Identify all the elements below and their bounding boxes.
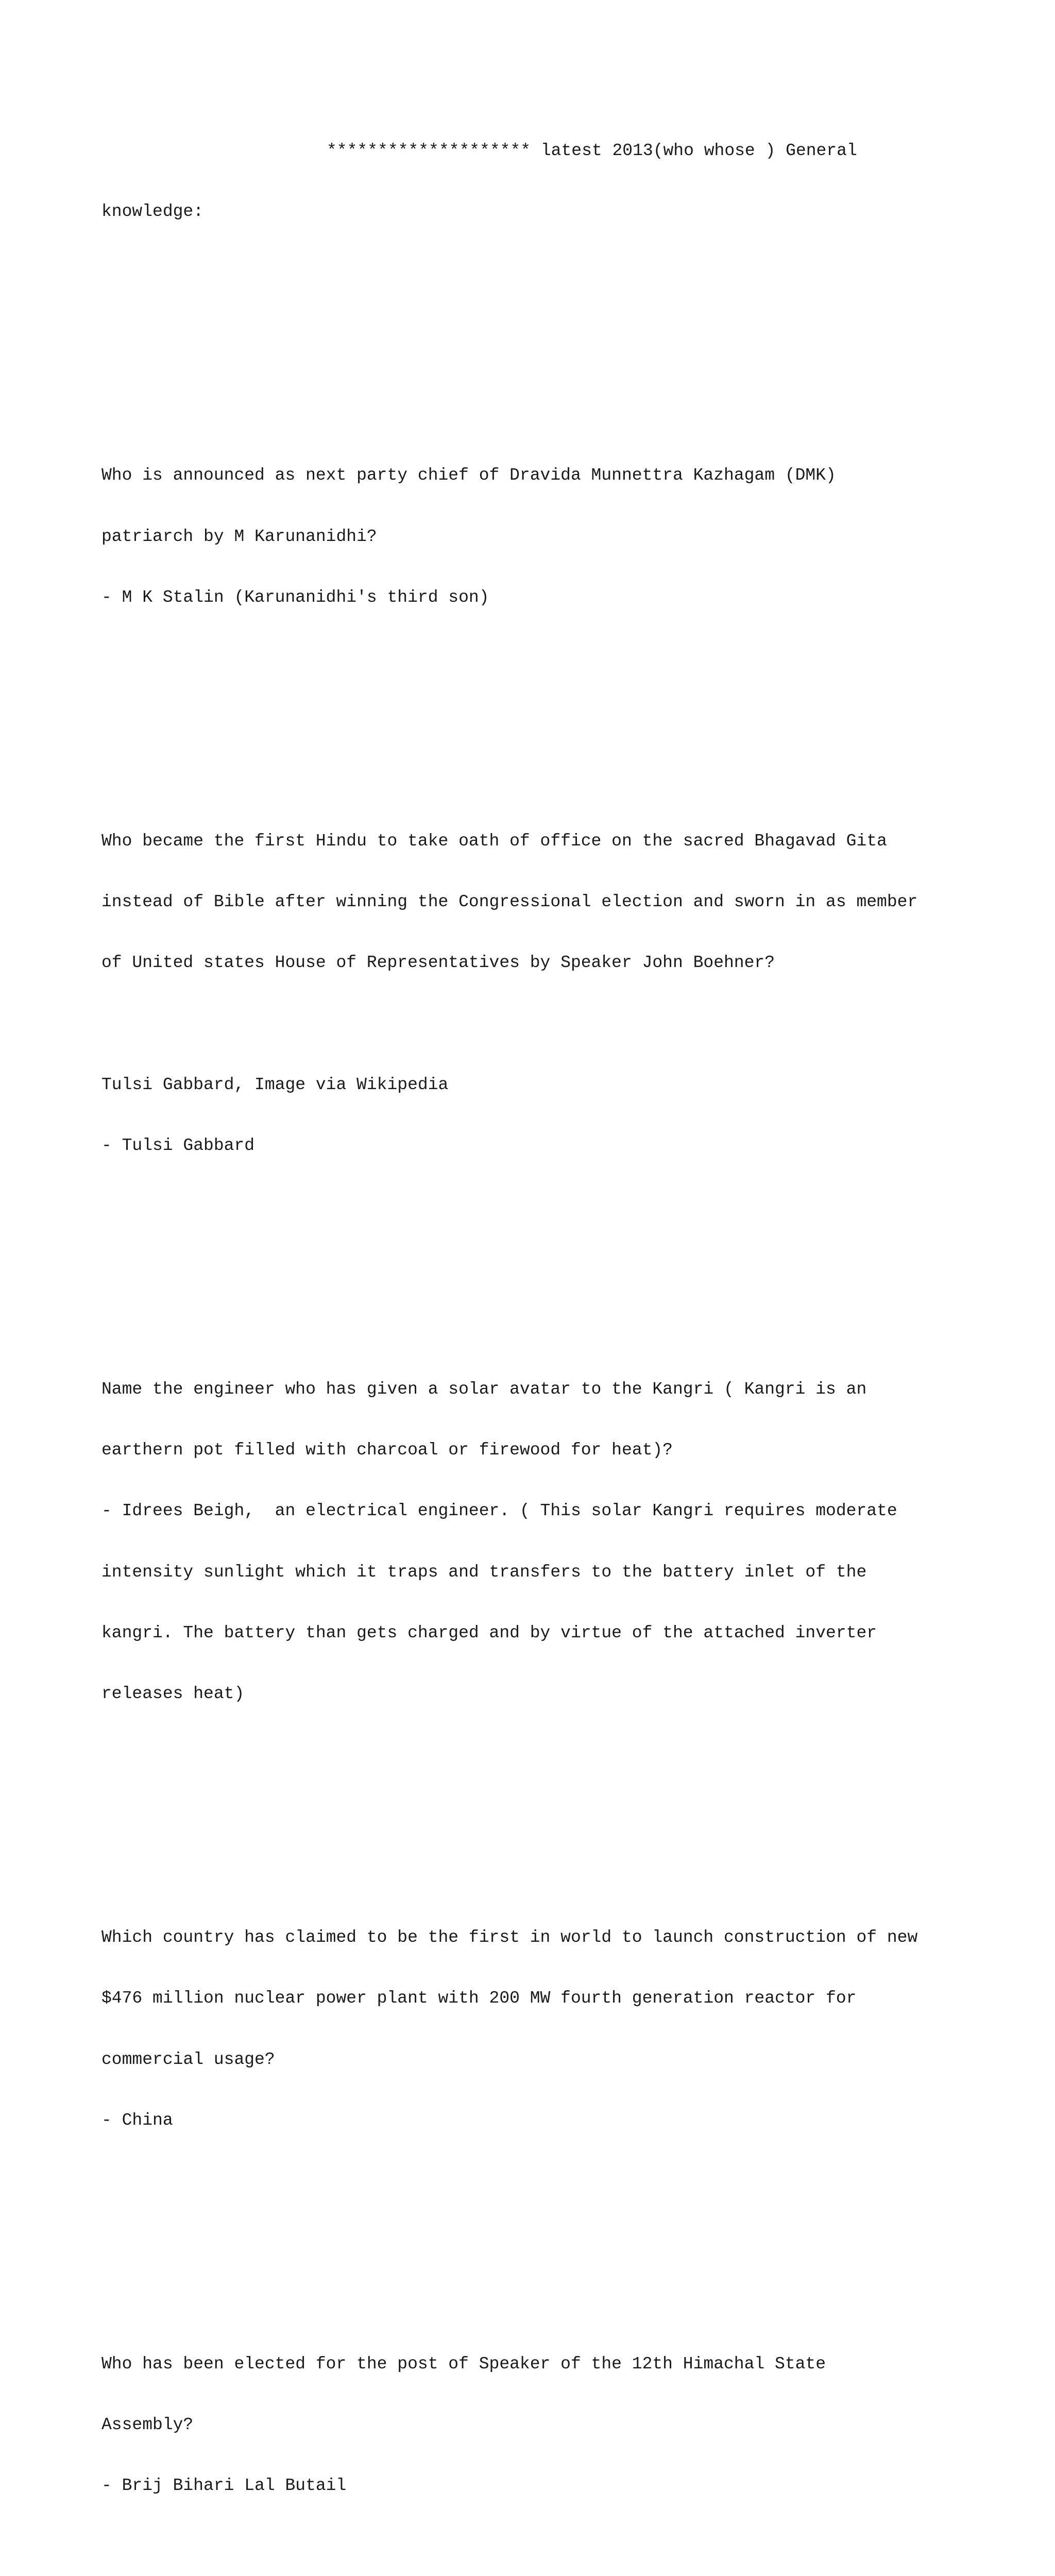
question-line: earthern pot filled with charcoal or firewood for heat)? [101, 1440, 673, 1460]
question-line: Who has been elected for the post of Speaker of the 12th Himachal State [101, 2354, 826, 2374]
question-line: Assembly? [101, 2415, 194, 2435]
title-spacer [101, 262, 1039, 364]
qa-item-solar-kangri [101, 1338, 1039, 1744]
question-line: instead of Bible after winning the Congressional election and sworn in as member [101, 892, 918, 911]
document-page [101, 100, 1039, 2576]
document-title-continued: knowledge: [101, 202, 204, 222]
qa-item-nuclear-plant-country [101, 1887, 1039, 2171]
item-spacer [101, 1785, 1039, 1826]
document-title: ******************** latest 2013(who whose ) General [327, 141, 857, 160]
qa-item-dmk-chief [101, 425, 1039, 648]
question-line: commercial usage? [101, 2049, 275, 2069]
item-spacer [101, 689, 1039, 730]
item-spacer [101, 1237, 1039, 1278]
qa-item-first-hindu-oath [101, 790, 1039, 1196]
question-line: of United states House of Representatives by Speaker John Boehner? [101, 953, 775, 973]
question-line: $476 million nuclear power plant with 200 MW fourth generation reactor for [101, 1989, 857, 2008]
question-line: patriarch by M Karunanidhi? [101, 527, 377, 546]
answer-line: - Tulsi Gabbard [101, 1136, 255, 1155]
question-line: Which country has claimed to be the first in world to launch construction of new [101, 1928, 918, 1947]
question-line: Name the engineer who has given a solar avatar to the Kangri ( Kangri is an [101, 1379, 867, 1399]
question-line: Who became the first Hindu to take oath of office on the sacred Bhagavad Gita [101, 831, 887, 851]
answer-line: releases heat) [101, 1684, 245, 1704]
item-spacer [101, 2212, 1039, 2252]
answer-line: - Brij Bihari Lal Butail [101, 2476, 347, 2496]
qa-item-himachal-speaker [101, 2313, 1039, 2536]
blank-line [101, 1013, 1039, 1033]
question-line: Who is announced as next party chief of Dravida Munnettra Kazhagam (DMK) [101, 466, 836, 485]
answer-line: - China [101, 2110, 173, 2130]
answer-line: intensity sunlight which it traps and transfers to the battery inlet of the [101, 1562, 867, 1582]
image-caption-line: Tulsi Gabbard, Image via Wikipedia [101, 1075, 449, 1094]
answer-line: kangri. The battery than gets charged and by virtue of the attached inverter [101, 1623, 877, 1642]
answer-line: - M K Stalin (Karunanidhi's third son) [101, 587, 489, 607]
answer-line: - Idrees Beigh, an electrical engineer. ( This solar Kangri requires moderate [101, 1501, 897, 1521]
